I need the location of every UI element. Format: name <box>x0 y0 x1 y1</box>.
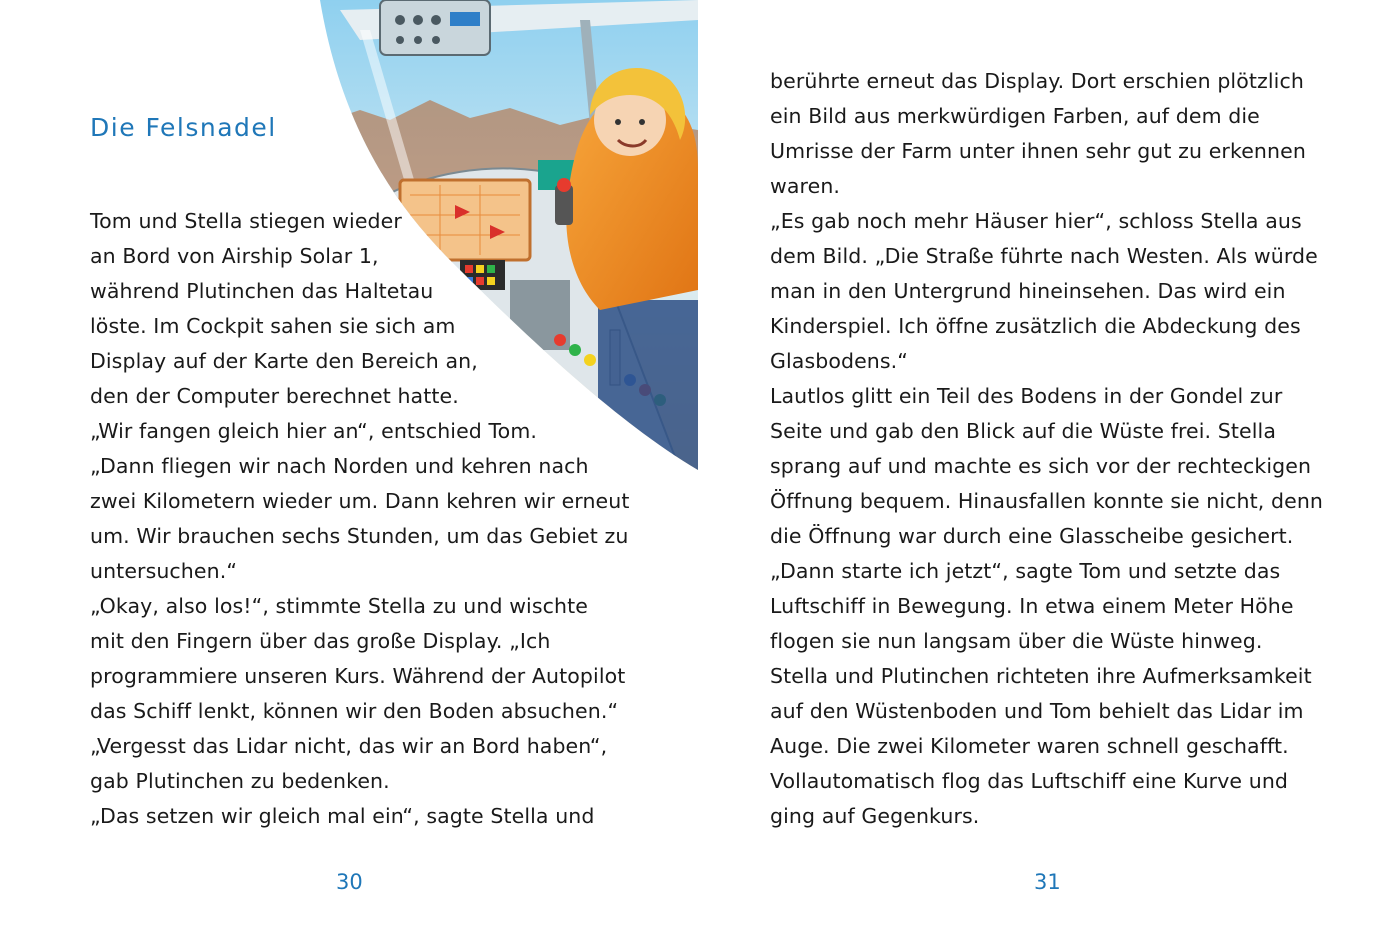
text-line: „Das setzen wir gleich mal ein“, sagte Stella und <box>90 804 595 828</box>
text-line: Tom und Stella stiegen wieder <box>90 209 402 233</box>
text-line: dem Bild. „Die Straße führte nach Westen. Als würde <box>770 244 1318 268</box>
text-line: Umrisse der Farm unter ihnen sehr gut zu erkennen <box>770 139 1306 163</box>
text-line: löste. Im Cockpit sahen sie sich am <box>90 314 456 338</box>
text-line: den der Computer berechnet hatte. <box>90 384 459 408</box>
text-line: ein Bild aus merkwürdigen Farben, auf dem die <box>770 104 1260 128</box>
text-line: während Plutinchen das Haltetau <box>90 279 434 303</box>
text-line: an Bord von Airship Solar 1, <box>90 244 379 268</box>
text-line: man in den Untergrund hineinsehen. Das wird ein <box>770 279 1286 303</box>
text-line: Kinderspiel. Ich öffne zusätzlich die Abdeckung des <box>770 314 1301 338</box>
text-line: Display auf der Karte den Bereich an, <box>90 349 478 373</box>
text-line: auf den Wüstenboden und Tom behielt das Lidar im <box>770 699 1304 723</box>
text-line: Luftschiff in Bewegung. In etwa einem Meter Höhe <box>770 594 1294 618</box>
text-line: programmiere unseren Kurs. Während der Autopilot <box>90 664 626 688</box>
text-line: Vollautomatisch flog das Luftschiff eine Kurve und <box>770 769 1289 793</box>
text-line: gab Plutinchen zu bedenken. <box>90 769 390 793</box>
text-line: Seite und gab den Blick auf die Wüste frei. Stella <box>770 419 1277 443</box>
right-page <box>698 0 1395 945</box>
text-line: ging auf Gegenkurs. <box>770 804 980 828</box>
text-line: untersuchen.“ <box>90 559 238 583</box>
page-number: 30 <box>336 870 363 894</box>
text-line: waren. <box>770 174 841 198</box>
text-line: Glasbodens.“ <box>770 349 909 373</box>
text-line: die Öffnung war durch eine Glasscheibe gesichert. <box>770 524 1294 548</box>
text-line: Stella und Plutinchen richteten ihre Aufmerksamkeit <box>770 664 1312 688</box>
text-line: „Es gab noch mehr Häuser hier“, schloss Stella aus <box>770 209 1302 233</box>
text-line: „Wir fangen gleich hier an“, entschied Tom. <box>90 419 538 443</box>
text-line: Lautlos glitt ein Teil des Bodens in der Gondel zur <box>770 384 1283 408</box>
text-line: mit den Fingern über das große Display. „Ich <box>90 629 551 653</box>
text-line: „Vergesst das Lidar nicht, das wir an Bord haben“, <box>90 734 608 758</box>
text-line: „Dann fliegen wir nach Norden und kehren nach <box>90 454 589 478</box>
text-line: Auge. Die zwei Kilometer waren schnell geschafft. <box>770 734 1289 758</box>
text-line: zwei Kilometern wieder um. Dann kehren wir erneut <box>90 489 630 513</box>
text-line: „Okay, also los!“, stimmte Stella zu und wischte <box>90 594 588 618</box>
text-line: flogen sie nun langsam über die Wüste hinweg. <box>770 629 1263 653</box>
chapter-title: Die Felsnadel <box>90 113 277 142</box>
text-line: um. Wir brauchen sechs Stunden, um das Gebiet zu <box>90 524 629 548</box>
page-number: 31 <box>1034 870 1061 894</box>
text-line: berührte erneut das Display. Dort erschien plötzlich <box>770 69 1304 93</box>
text-line: das Schiff lenkt, können wir den Boden absuchen.“ <box>90 699 619 723</box>
text-line: „Dann starte ich jetzt“, sagte Tom und setzte das <box>770 559 1281 583</box>
text-line: Öffnung bequem. Hinausfallen konnte sie nicht, denn <box>770 489 1324 513</box>
text-line: sprang auf und machte es sich vor der rechteckigen <box>770 454 1312 478</box>
